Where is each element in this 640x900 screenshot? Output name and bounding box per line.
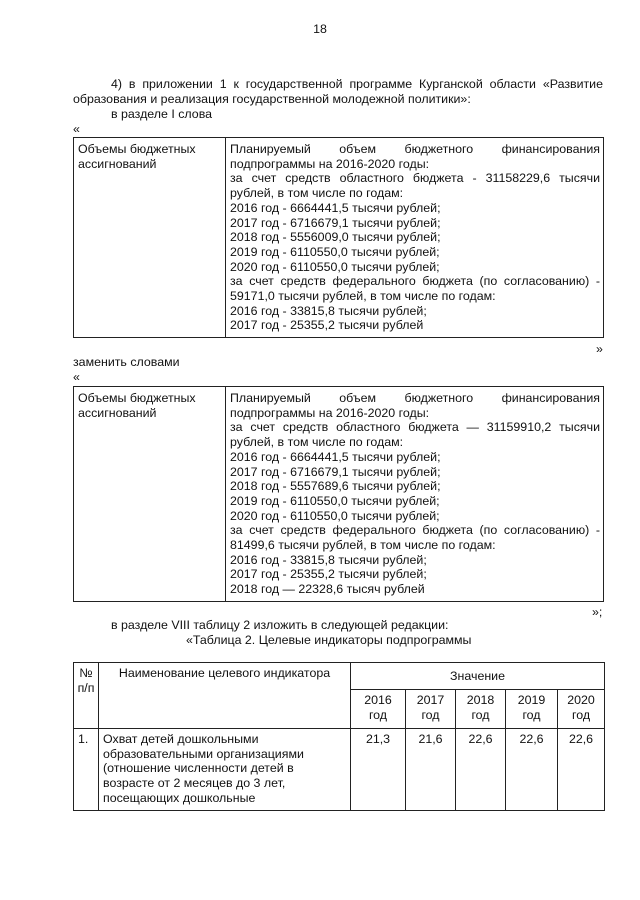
page-number: 18 (313, 22, 327, 36)
section-i-text: в разделе I слова (111, 107, 213, 121)
old-line: 2017 год - 6716679,1 тысячи рублей; (230, 215, 441, 230)
year-header: 2019 год (506, 690, 558, 729)
replace-text: заменить словами (73, 355, 180, 369)
row-number: 1. (74, 729, 99, 811)
indicator-value: 21,6 (406, 729, 456, 811)
new-line: 2017 год - 25355,2 тысячи рублей; (230, 567, 427, 582)
table-row (74, 729, 605, 811)
new-line: 2016 год - 33815,8 тысячи рублей; (230, 552, 427, 567)
intro-paragraph: 4) в приложении 1 к государственной программе Курганской области «Развитие образования и реализация государственной молодежной политики»: (73, 77, 603, 106)
new-line: 2016 год - 6664441,5 тысячи рублей; (230, 449, 441, 464)
new-line: Планируемый объем бюджетного финансирования подпрограммы на 2016-2020 годы: (230, 391, 600, 420)
old-line: 2020 год - 6110550,0 тысячи рублей; (230, 259, 440, 274)
old-line: 2016 год - 33815,8 тысячи рублей; (230, 303, 427, 318)
old-line: 2019 год - 6110550,0 тысячи рублей; (230, 244, 440, 259)
indicators-table (73, 662, 605, 811)
old-line: за счет средств областного бюджета - 31158229,6 тысячи рублей, в том числе по годам: (230, 171, 600, 201)
new-line: 2018 год — 22328,6 тысяч рублей (230, 582, 425, 597)
new-line: за счет средств областного бюджета — 31159910,2 тысячи рублей, в том числе по годам: (230, 420, 600, 450)
close-quote-1: » (596, 342, 603, 356)
col-header-number: № п/п (74, 663, 99, 729)
old-line: 2018 год - 5556009,0 тысячи рублей; (230, 230, 441, 245)
col-header-value: Значение (351, 663, 605, 690)
old-line: Планируемый объем бюджетного финансирования подпрограммы на 2016-2020 годы: (230, 142, 600, 171)
year-header: 2018 год (456, 690, 506, 729)
new-financing-table (73, 386, 604, 602)
year-header: 2020 год (558, 690, 605, 729)
indicator-name: Охват детей дошкольными образовательными организациями (отношение численности детей в возрасте от 2 месяцев до 3 лет, посещающих дошкольные (99, 729, 351, 811)
indicator-value: 22,6 (558, 729, 605, 811)
indicator-value: 21,3 (351, 729, 406, 811)
old-label-cell: Объемы бюджетных ассигнований (74, 138, 226, 338)
old-line: за счет средств федерального бюджета (по согласованию) - 59171,0 тысячи рублей, в том числе по годам: (230, 274, 600, 304)
close-quote-2: »; (592, 605, 603, 619)
new-line: 2020 год - 6110550,0 тысячи рублей; (230, 508, 440, 523)
table-header-row (74, 663, 605, 690)
new-line: 2019 год - 6110550,0 тысячи рублей; (230, 493, 440, 508)
indicator-value: 22,6 (456, 729, 506, 811)
new-content-cell (226, 387, 604, 602)
col-header-name: Наименование целевого индикатора (99, 663, 351, 729)
table-title: «Таблица 2. Целевые индикаторы подпрограммы (186, 633, 472, 647)
new-line: 2018 год - 5557689,6 тысячи рублей; (230, 479, 441, 494)
new-label-cell: Объемы бюджетных ассигнований (74, 387, 226, 602)
section-viii-text: в разделе VIII таблицу 2 изложить в следующей редакции: (111, 618, 449, 632)
open-quote-2: « (73, 370, 80, 384)
table-row (74, 387, 604, 602)
year-header: 2017 год (406, 690, 456, 729)
new-line: 2017 год - 6716679,1 тысячи рублей; (230, 464, 441, 479)
old-content-cell (226, 138, 604, 338)
indicator-value: 22,6 (506, 729, 558, 811)
open-quote-1: « (73, 122, 80, 136)
old-financing-table (73, 137, 604, 338)
year-header: 2016 год (351, 690, 406, 729)
new-line: за счет средств федерального бюджета (по согласованию) - 81499,6 тысячи рублей, в том числе по годам: (230, 523, 600, 553)
table-row (74, 138, 604, 338)
old-line: 2016 год - 6664441,5 тысячи рублей; (230, 200, 441, 215)
old-line: 2017 год - 25355,2 тысячи рублей (230, 318, 424, 333)
